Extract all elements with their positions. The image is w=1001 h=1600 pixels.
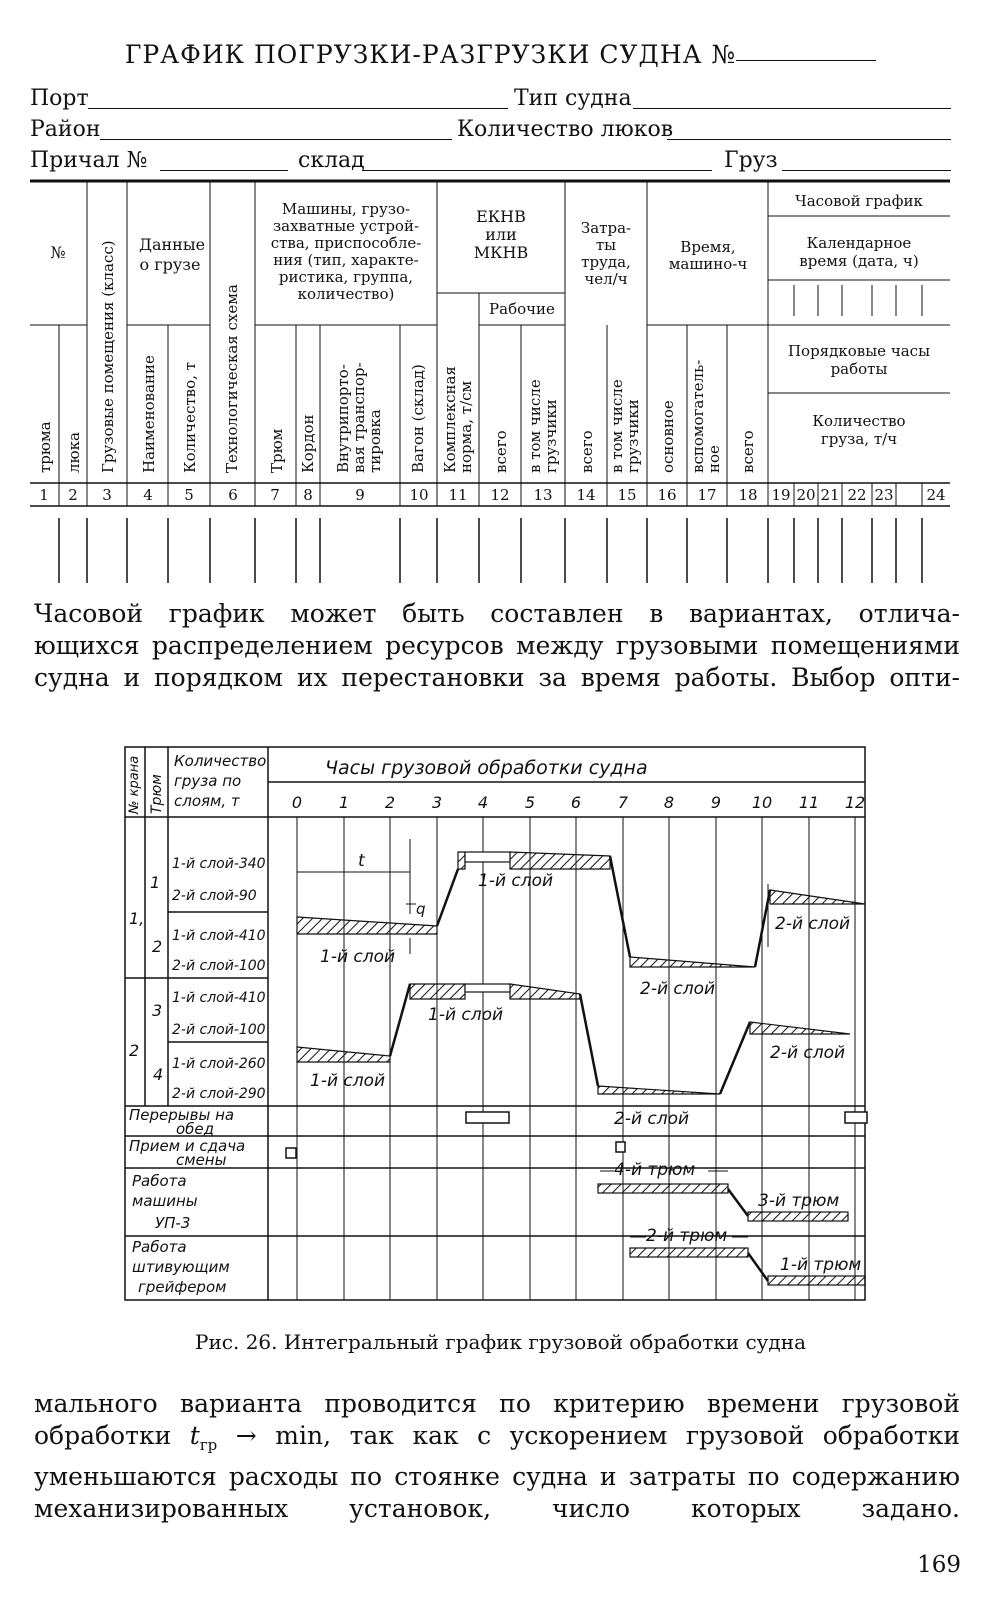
labor-header-4: чел/ч — [584, 270, 628, 288]
col-number-21: 21 — [820, 486, 840, 504]
hold-4-layer-2-label: 2-й слой — [614, 1109, 690, 1129]
cargo-data-header-1: Данные — [138, 235, 206, 254]
t-symbol: t — [189, 1421, 200, 1450]
hour-0: 0 — [291, 793, 303, 812]
machine-time-header-2: машино-ч — [668, 255, 748, 273]
machines-header-5: ристика, группа, — [278, 268, 414, 286]
aux-time-header-2: ное — [705, 445, 723, 473]
hour-1: 1 — [338, 793, 350, 812]
incl-dockers-header-2: грузчики — [542, 399, 560, 473]
labor-dockers-header-2: грузчики — [624, 399, 642, 473]
intra-port-header-3: тировка — [366, 409, 384, 473]
incl-dockers-header-1: в том числе — [526, 379, 544, 473]
col-number-1: 1 — [39, 486, 49, 504]
lunch-label-1: Перерывы на — [129, 1106, 235, 1124]
form-title — [0, 40, 1001, 69]
intra-port-header-2: вая транспор- — [350, 362, 368, 473]
workers-total-header: всего — [492, 430, 510, 473]
col-number-19: 19 — [771, 486, 791, 504]
warehouse-field-line — [362, 170, 712, 171]
col-number-13: 13 — [533, 486, 553, 504]
paragraph-2-line-2 — [34, 1420, 960, 1461]
shift-label-1: Прием и сдача — [129, 1137, 246, 1155]
grab-transition — [748, 1253, 768, 1281]
col-number-5: 5 — [184, 486, 194, 504]
hold-3-layer-1-label: 1-й слой — [428, 1005, 504, 1025]
main-time-header: основное — [659, 400, 677, 473]
col-number-10: 10 — [409, 486, 429, 504]
hatch-header: люка — [65, 432, 83, 473]
paragraph-2-line-2-end: → min, так как с ускорением грузовой обработки — [217, 1421, 960, 1450]
hour-10: 10 — [751, 793, 773, 812]
hours-title: Часы грузовой обработки судна — [325, 757, 648, 779]
paragraph-2-line-4: механизированных установок, число которых задано. — [34, 1494, 960, 1523]
machines-header-3: ства, приспособле- — [270, 234, 422, 252]
transition-4-3 — [390, 984, 410, 1056]
eknv-header-1: ЕКНВ — [476, 207, 526, 226]
hold-3-machine-label: 3-й трюм — [758, 1191, 840, 1211]
hour-8: 8 — [663, 793, 675, 812]
hourly-schedule-header: Часовой график — [795, 192, 923, 210]
wagon-header: Вагон (склад) — [409, 364, 427, 473]
col-number-7: 7 — [270, 486, 280, 504]
hour-9: 9 — [710, 793, 722, 812]
paragraph-1-line-3: судна и порядком их перестановки за время работы. Выбор опти- — [34, 663, 960, 692]
hold-3-bar-2 — [750, 1022, 850, 1034]
machines-header-6: количество) — [297, 285, 395, 303]
grab-hold-2-bar — [630, 1248, 748, 1257]
complex-norm-header-2: норма, т/см — [457, 380, 475, 473]
paragraph-1 — [34, 598, 960, 694]
labor-dockers-header-1: в том числе — [608, 379, 626, 473]
cordon-header: Кордон — [299, 414, 317, 473]
cargo-qty-header-1: Количество — [812, 412, 906, 430]
grab-hold-1-bar — [768, 1276, 865, 1285]
name-header: Наименование — [140, 355, 158, 473]
col-number-20: 20 — [796, 486, 816, 504]
hold-3-layer-1: 1-й слой-410 — [172, 990, 266, 1006]
hold-1-layer-1: 1-й слой-340 — [172, 856, 266, 872]
hold-1-bar-a — [458, 852, 465, 869]
crane-header: № крана — [127, 755, 142, 814]
hold-3-bar-b — [510, 984, 580, 999]
district-label: Район — [30, 117, 101, 142]
labor-header-3: труда, — [581, 253, 631, 271]
lunch-break-2 — [845, 1112, 867, 1123]
hour-4: 4 — [477, 793, 489, 812]
col-number-16: 16 — [657, 486, 677, 504]
shift-label-2: смены — [176, 1151, 227, 1169]
eknv-header-2: или — [485, 225, 517, 244]
grab-label-1: Работа — [132, 1238, 187, 1256]
hour-12: 12 — [844, 793, 866, 812]
grab-label-2: штивующим — [132, 1258, 230, 1276]
col-number-4: 4 — [143, 486, 153, 504]
hold-2-bar-1 — [297, 917, 437, 934]
no-header: № — [50, 243, 66, 262]
hour-2: 2 — [384, 793, 396, 812]
col-number-24: 24 — [926, 486, 946, 504]
hold-1-layer-1-label: 1-й слой — [478, 871, 554, 891]
hold-3-layer-2-label: 2-й слой — [770, 1043, 846, 1063]
hold-2-label: 2 — [152, 937, 163, 956]
form-title-text: ГРАФИК ПОГРУЗКИ-РАЗГРУЗКИ СУДНА № — [124, 40, 737, 69]
hold-4-layer-2: 2-й слой-290 — [172, 1086, 266, 1102]
port-label: Порт — [30, 86, 89, 111]
hold-4-label: 4 — [153, 1065, 164, 1084]
figure-caption: Рис. 26. Интегральный график грузовой обработки судна — [195, 1330, 806, 1354]
hour-6: 6 — [570, 793, 582, 812]
hold-2-layer-1: 1-й слой-410 — [172, 928, 266, 944]
integral-schedule-figure — [120, 744, 870, 1304]
hold-1-grab-label: 1-й трюм — [780, 1255, 862, 1275]
cargo-header-1: Количество — [174, 752, 267, 770]
col-number-17: 17 — [697, 486, 717, 504]
shift-change-1 — [286, 1148, 296, 1158]
col-number-8: 8 — [303, 486, 313, 504]
ship-type-field-line — [633, 108, 951, 109]
hold-2-grab-label: 2-й трюм — [646, 1226, 728, 1246]
labor-total-header: всего — [578, 430, 596, 473]
machine-hold-4-bar — [598, 1184, 728, 1193]
cargo-header-3: слоям, т — [174, 792, 240, 810]
q-label: q — [416, 900, 426, 918]
paragraph-2 — [34, 1388, 960, 1525]
hold-2-layer-2-label: 2-й слой — [640, 979, 716, 999]
paragraph-2-line-3: уменьшаются расходы по стоянке судна и затраты по содержанию — [34, 1462, 960, 1491]
hold-2-layer-1-label: 1-й слой — [320, 947, 396, 967]
hold-3-gap — [465, 984, 510, 992]
district-field-line — [100, 139, 452, 140]
hold-1-layer-2-label: 2-й слой — [775, 914, 851, 934]
col-number-6: 6 — [228, 486, 238, 504]
hold-col-header: Трюм — [268, 428, 286, 473]
hour-11: 11 — [798, 793, 820, 812]
hold-2-layer-2: 2-й слой-100 — [172, 958, 266, 974]
ship-type-label: Тип судна — [514, 86, 632, 111]
col-number-18: 18 — [738, 486, 758, 504]
schedule-form-table — [30, 178, 955, 588]
page-number: 169 — [917, 1552, 961, 1578]
col-number-23: 23 — [874, 486, 894, 504]
col-number-14: 14 — [576, 486, 596, 504]
hour-7: 7 — [617, 793, 629, 812]
hold-header-fig: Трюм — [149, 774, 165, 814]
paragraph-2-line-2-start: обработки — [34, 1421, 190, 1450]
cargo-label: Груз — [724, 148, 778, 173]
transition-2-1 — [437, 869, 458, 926]
hatches-field-line — [667, 139, 951, 140]
berth-field-line — [160, 170, 288, 171]
paragraph-1-line-2: ющихся распределением ресурсов между грузовыми помещениями — [34, 631, 960, 660]
transition-4-3b — [720, 1022, 750, 1094]
shift-change-2 — [616, 1142, 625, 1152]
complex-norm-header-1: Комплексная — [441, 366, 459, 473]
cargo-data-header-2: о грузе — [139, 255, 201, 274]
warehouse-label: склад — [298, 148, 365, 173]
machine-hold-3-bar — [748, 1212, 848, 1221]
ordinal-hours-header-1: Порядковые часы — [787, 342, 931, 360]
col-number-11: 11 — [448, 486, 468, 504]
machine-transition — [728, 1189, 748, 1216]
machine-label-3: УП-3 — [155, 1214, 191, 1232]
port-field-line — [88, 108, 508, 109]
quantity-header: Количество, т — [181, 362, 199, 473]
ordinal-hours-header-2: работы — [830, 360, 888, 378]
hold-1-bar-b — [510, 852, 610, 869]
transition-1-2 — [610, 856, 630, 957]
lunch-break-1 — [466, 1112, 509, 1123]
labor-header-2: ты — [595, 236, 617, 254]
hold-2-bar-2 — [630, 957, 755, 967]
hold-4-machine-label: 4-й трюм — [614, 1160, 696, 1180]
hold-header: трюма — [36, 421, 54, 473]
hour-3: 3 — [431, 793, 443, 812]
crane-1-label: 1, — [129, 909, 145, 928]
machine-time-header-1: Время, — [680, 238, 736, 256]
calendar-time-header-1: Календарное — [806, 234, 912, 252]
lunch-label-2: обед — [176, 1120, 215, 1138]
tech-scheme-header: Технологическая схема — [223, 284, 241, 473]
machines-header-4: ния (тип, характе- — [273, 251, 419, 269]
t-subscript: гр — [199, 1436, 218, 1454]
berth-label: Причал № — [30, 148, 148, 173]
cargo-qty-header-2: груза, т/ч — [820, 430, 898, 448]
hold-3-layer-2: 2-й слой-100 — [172, 1022, 266, 1038]
col-number-2: 2 — [68, 486, 78, 504]
machines-header-2: захватные устрой- — [272, 217, 420, 235]
workers-header: Рабочие — [489, 300, 555, 318]
calendar-time-header-2: время (дата, ч) — [799, 252, 919, 270]
machine-label-2: машины — [132, 1192, 198, 1210]
col-number-22: 22 — [847, 486, 867, 504]
hold-3-bar-a — [410, 984, 465, 999]
cargo-spaces-header: Грузовые помещения (класс) — [99, 240, 117, 473]
paragraph-2-line-1: мального варианта проводится по критерию времени грузовой — [34, 1389, 960, 1418]
labor-header-1: Затра- — [580, 219, 632, 237]
col-number-9: 9 — [355, 486, 365, 504]
eknv-header-3: МКНВ — [473, 243, 529, 262]
aux-time-header-1: вспомогатель- — [689, 359, 707, 473]
hold-1-label: 1 — [150, 873, 161, 892]
form-number-line — [736, 60, 876, 61]
hold-4-layer-1: 1-й слой-260 — [172, 1056, 266, 1072]
hatches-label: Количество люков — [457, 117, 674, 142]
hold-3-label: 3 — [152, 1001, 163, 1020]
grab-label-3: грейфером — [138, 1278, 227, 1296]
hold-4-layer-1-label: 1-й слой — [310, 1071, 386, 1091]
hour-5: 5 — [524, 793, 536, 812]
t-label: t — [358, 851, 365, 871]
crane-2-label: 2 — [129, 1041, 140, 1060]
machine-label-1: Работа — [132, 1172, 187, 1190]
transition-3-4 — [580, 994, 598, 1086]
paragraph-1-line-1: Часовой график может быть составлен в вариантах, отлича- — [34, 599, 960, 628]
machines-header-1: Машины, грузо- — [281, 200, 411, 218]
col-number-15: 15 — [617, 486, 637, 504]
hold-1-gap — [465, 852, 510, 862]
col-number-3: 3 — [102, 486, 112, 504]
hold-4-bar-2 — [598, 1086, 720, 1094]
hold-1-layer-2: 2-й слой-90 — [172, 888, 257, 904]
cargo-header-2: груза по — [174, 772, 242, 790]
hold-1-bar-2 — [770, 890, 865, 904]
intra-port-header-1: Внутрипорто- — [334, 364, 352, 473]
time-total-header: всего — [739, 430, 757, 473]
col-number-12: 12 — [490, 486, 510, 504]
cargo-field-line — [782, 170, 951, 171]
